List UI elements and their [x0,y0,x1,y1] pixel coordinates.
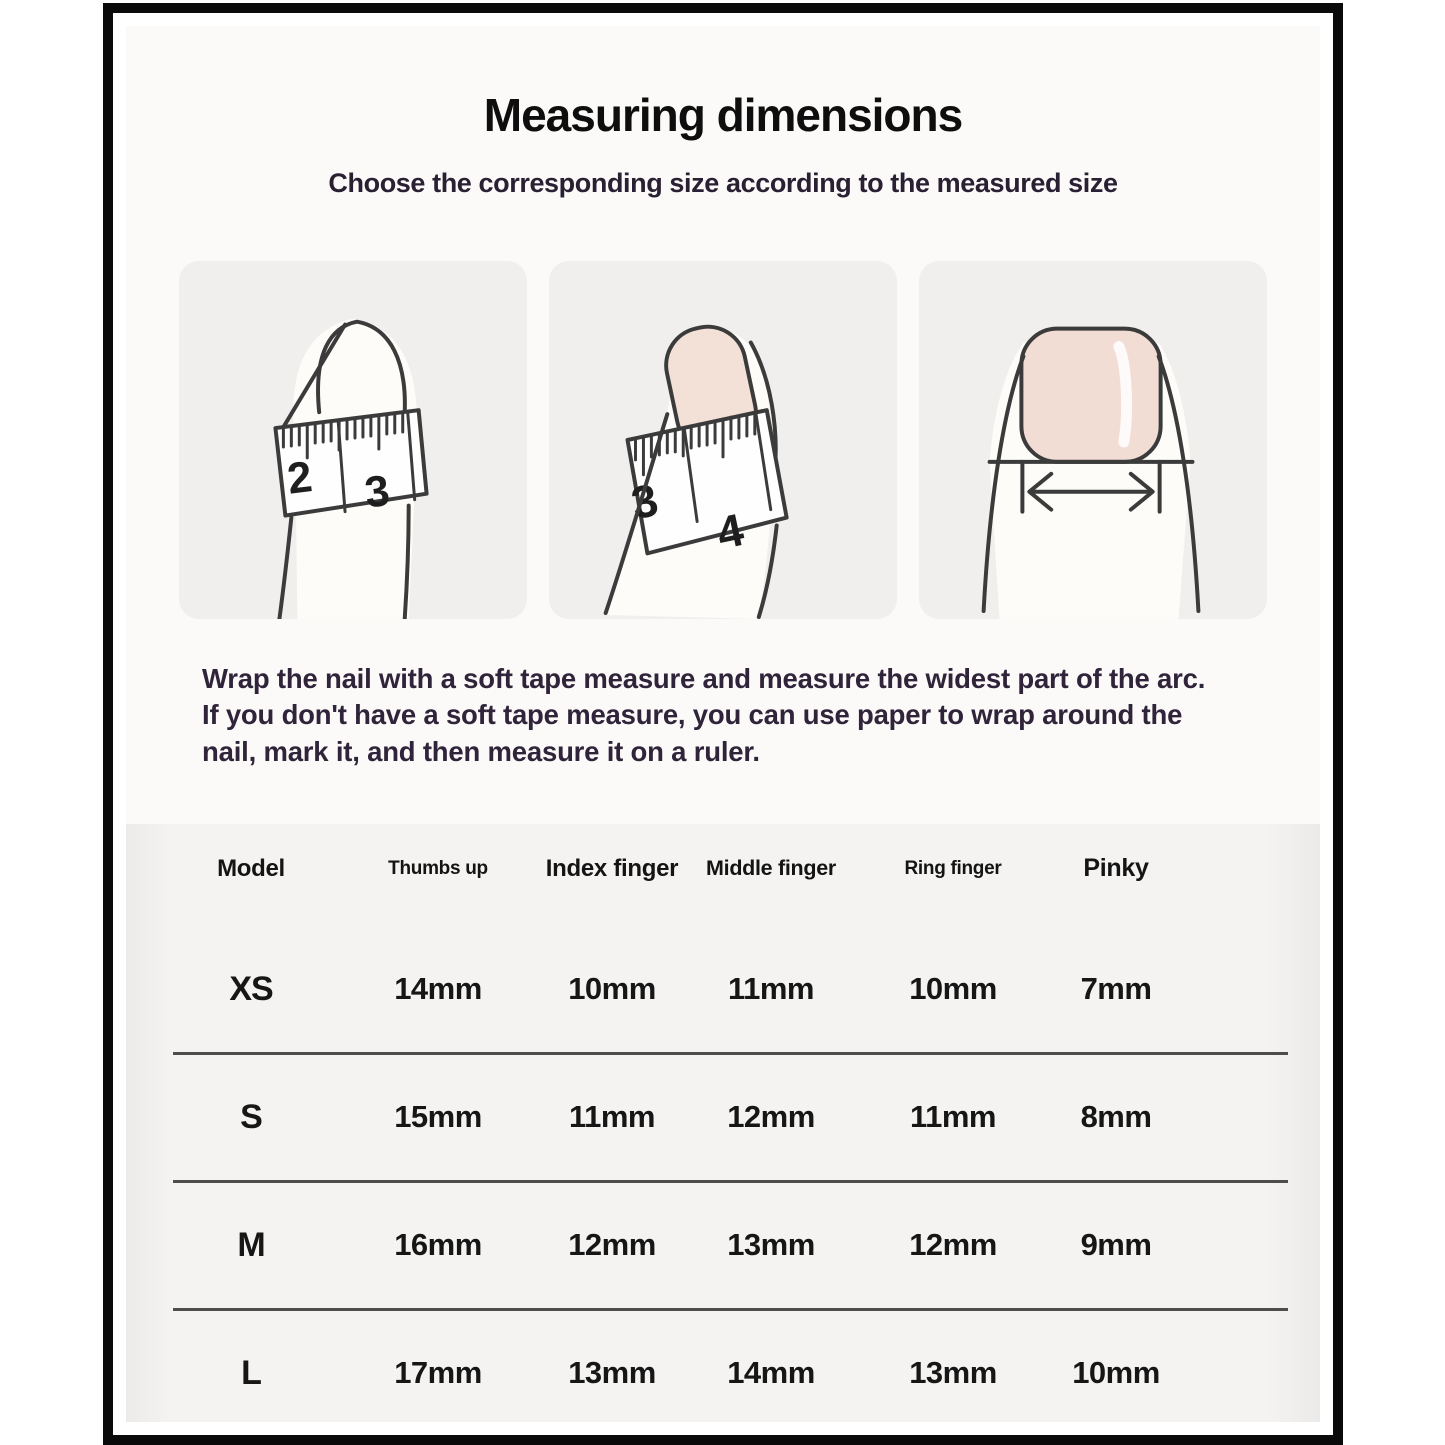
size-value: 7mm [1080,971,1152,1007]
measurement-illustrations [126,261,1320,619]
column-header-index: Index finger [545,854,679,882]
size-value: 10mm [568,971,656,1007]
size-value: 8mm [1080,1099,1152,1135]
column-header-thumb: Thumbs up [388,857,488,879]
tape-number: 3 [626,474,663,530]
column-header-model: Model [217,854,285,882]
size-value: 12mm [568,1227,656,1263]
size-value: 13mm [727,1227,815,1263]
size-table-header [126,846,1320,892]
size-table [126,824,1320,1422]
table-row-xs [126,927,1320,1052]
tape-number: 2 [284,452,315,504]
illustration-nail-width-arrow [919,261,1267,619]
size-label: L [241,1353,261,1392]
tape-number: 4 [712,503,748,560]
column-header-pinky: Pinky [1083,854,1149,883]
size-value: 13mm [909,1355,997,1391]
tape-number: 3 [362,465,393,518]
size-value: 10mm [1072,1355,1160,1391]
page-subtitle: Choose the corresponding size according to the measured size [328,168,1118,198]
size-value: 13mm [568,1355,656,1391]
table-row-l [126,1311,1320,1422]
column-header-middle: Middle finger [706,856,836,881]
finger-tape-illustration-1 [179,261,527,619]
finger-tape-illustration-2 [549,261,897,619]
illustration-tape-around-nail-tilted [549,261,897,619]
size-value: 15mm [394,1099,482,1135]
size-value: 11mm [569,1099,655,1135]
column-header-ring: Ring finger [904,857,1002,879]
size-label: XS [229,969,273,1008]
size-value: 17mm [394,1355,482,1391]
measuring-instructions: Wrap the nail with a soft tape measure and measure the widest part of the arc. If you don't have a soft tape measure, you can use paper to wrap around the nail, mark it, and then measure it on a ruler. [202,663,1206,767]
size-value: 12mm [909,1227,997,1263]
size-value: 11mm [910,1099,996,1135]
size-value: 14mm [727,1355,815,1391]
table-row-m [126,1183,1320,1308]
finger-front-illustration [919,261,1267,619]
size-value: 10mm [909,971,997,1007]
sizing-guide [126,26,1320,1422]
size-value: 14mm [394,971,482,1007]
size-value: 9mm [1080,1227,1152,1263]
page-title: Measuring dimensions [483,89,963,141]
size-value: 12mm [727,1099,815,1135]
image-frame [103,3,1343,1445]
size-label: M [237,1225,265,1264]
size-value: 16mm [394,1227,482,1263]
table-row-s [126,1055,1320,1180]
size-value: 11mm [728,971,814,1007]
nail [1021,329,1160,462]
size-label: S [240,1097,262,1136]
illustration-tape-around-nail [179,261,527,619]
